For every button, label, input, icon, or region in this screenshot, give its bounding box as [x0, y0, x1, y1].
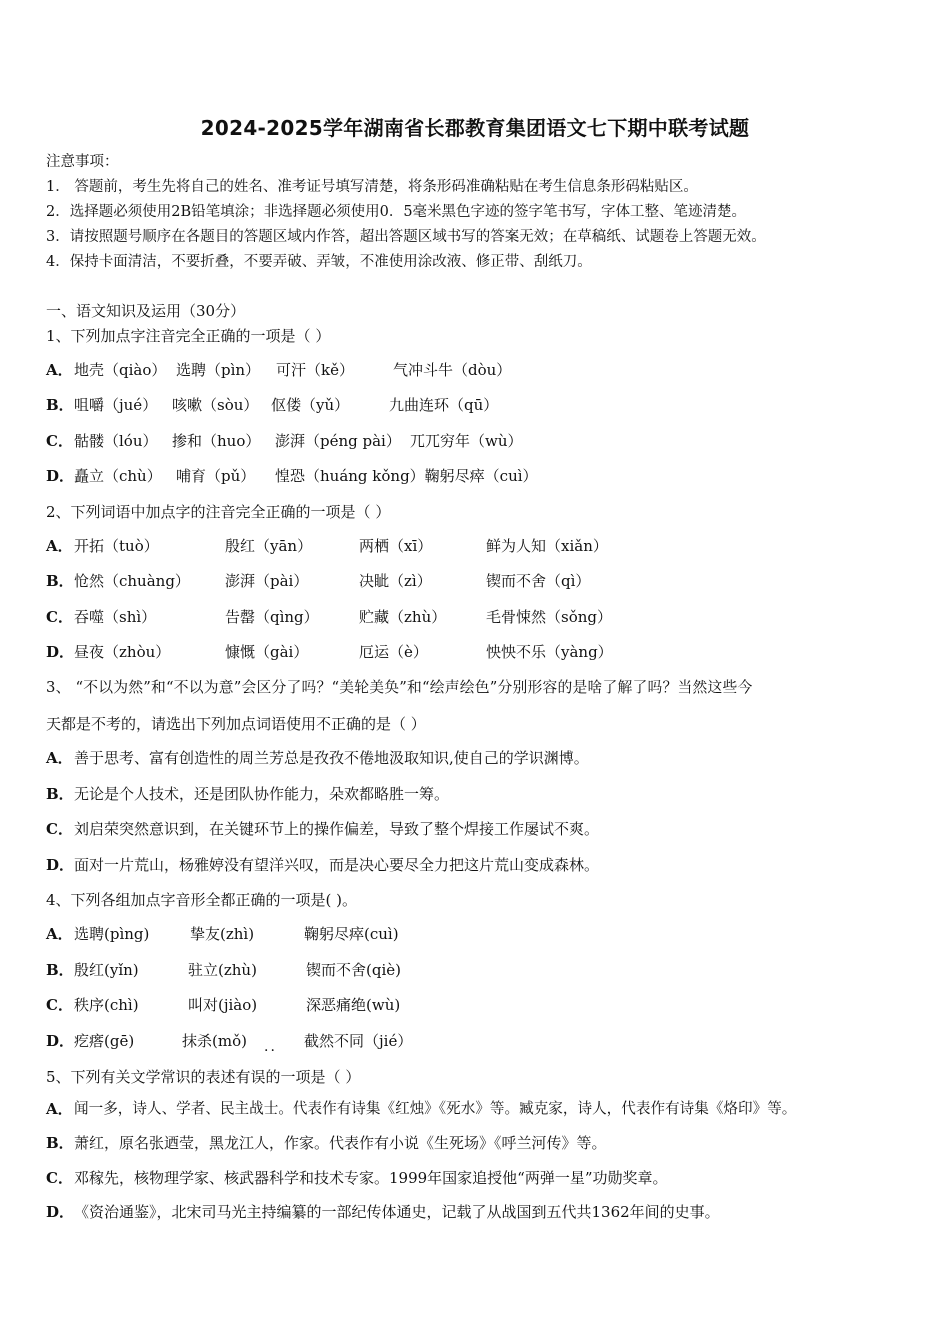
option-part: 鲜为人知（xiǎn） [486, 537, 608, 555]
option-part: 咀嚼（jué） [74, 396, 158, 414]
option-label: B． [46, 1134, 74, 1152]
option-part: 挚友(zhì) [190, 925, 255, 943]
option-text: 闻一多，诗人、学者、民主战士。代表作有诗集《红烛》《死水》等。臧克家，诗人，代表作有诗集《烙印》等。 [74, 1100, 797, 1117]
option-label: D． [46, 856, 75, 874]
option-label: C． [46, 432, 73, 450]
option-label: C． [46, 996, 73, 1014]
option-part: 澎湃（pài） [225, 572, 309, 590]
option-label: D． [46, 1032, 75, 1050]
option-part: 地壳（qiào） [74, 361, 167, 379]
option-label: B． [46, 961, 74, 979]
option-part: 毛骨悚然（sǒng） [486, 608, 612, 626]
notes-heading: 注意事项： [46, 154, 119, 170]
option-part: 锲而不舍（qì） [486, 572, 591, 590]
option-part: 殷红（yān） [225, 537, 313, 555]
option-part: 怏怏不乐（yàng） [486, 643, 613, 661]
option-label: A． [46, 537, 73, 555]
option-part: 咳嗽（sòu） [172, 396, 259, 414]
note-item: 1． 答题前，考生先将自己的姓名、准考证号填写清楚，将条形码准确粘贴在考生信息条形码粘贴区。 [46, 179, 698, 195]
option-part: 惶恐（huáng kǒng）鞠躬尽瘁（cuì） [275, 467, 538, 485]
option-part: 气冲斗牛（dòu） [393, 361, 512, 379]
q2-stem: 2、下列词语中加点字的注音完全正确的一项是（ ） [46, 503, 391, 521]
option-part: 九曲连环（qū） [389, 396, 499, 414]
q3-stem-line1: 3、 “不以为然”和“不以为意”会区分了吗？“美轮美奂”和“绘声绘色”分别形容的是啥了解了吗？当然这些今 [46, 679, 753, 696]
note-item: 4．保持卡面清洁，不要折叠，不要弄破、弄皱，不准使用涂改液、修正带、刮纸刀。 [46, 254, 592, 270]
option-part: 叫对(jiào) [188, 996, 258, 1014]
option-part: 吞噬（shì） [74, 608, 157, 626]
q1-stem: 1、下列加点字注音完全正确的一项是（ ） [46, 327, 331, 345]
exam-title: 2024-2025学年湖南省长郡教育集团语文七下期中联考试题 [200, 116, 750, 140]
note-item: 2．选择题必须使用2B铅笔填涂；非选择题必须使用0．5毫米黑色字迹的签字笔书写，字体工整、笔迹清楚。 [46, 204, 747, 220]
option-label: D． [46, 1203, 75, 1221]
option-part: 深恶痛绝(wù) [306, 996, 401, 1014]
option-part: 鞠躬尽瘁(cuì) [304, 925, 399, 943]
option-part: 选聘（pìn） [176, 361, 261, 379]
emphasis-dots: ·· [264, 1043, 277, 1059]
option-part: 矗立（chù） [74, 467, 162, 485]
option-part: 哺育（pǔ） [176, 467, 256, 485]
option-label: C． [46, 820, 73, 838]
option-text: 邓稼先，核物理学家、核武器科学和技术专家。1999年国家追授他“两弹一星”功勋奖章。 [74, 1169, 668, 1187]
option-label: A． [46, 1100, 73, 1118]
option-part: 截然不同（jié） [304, 1032, 413, 1050]
option-part: 决眦（zì） [359, 572, 432, 590]
option-part: 开拓（tuò） [74, 537, 159, 555]
option-text: 《资治通鉴》，北宋司马光主持编纂的一部纪传体通史，记载了从战国到五代共1362年间的史事。 [74, 1203, 720, 1221]
option-label: C． [46, 1169, 73, 1187]
option-part: 疙瘩(gē) [74, 1032, 135, 1050]
q3-stem-line2: 天都是不考的，请选出下列加点词语使用不正确的是（ ） [46, 715, 426, 733]
q4-stem: 4、下列各组加点字音形全都正确的一项是( )。 [46, 891, 358, 909]
option-part: 可汗（kě） [276, 361, 354, 379]
option-part: 骷髅（lóu） [74, 432, 158, 450]
option-label: D． [46, 643, 75, 661]
option-part: 掺和（huo） [172, 432, 261, 450]
q5-stem: 5、下列有关文学常识的表述有误的一项是（ ） [46, 1068, 361, 1086]
option-label: A． [46, 361, 73, 379]
option-part: 伛偻（yǔ） [271, 396, 350, 414]
option-part: 秩序(chì) [74, 996, 139, 1014]
option-part: 昼夜（zhòu） [74, 643, 171, 661]
option-part: 驻立(zhù) [188, 961, 257, 979]
option-part: 慷慨（gài） [225, 643, 309, 661]
option-label: B． [46, 785, 74, 803]
option-text: 刘启荣突然意识到，在关键环节上的操作偏差，导致了整个焊接工作屡试不爽。 [74, 820, 600, 838]
option-part: 选聘(pìng) [74, 925, 150, 943]
option-part: 锲而不舍(qiè) [306, 961, 401, 979]
option-part: 兀兀穷年（wù） [410, 432, 523, 450]
option-label: A． [46, 749, 73, 767]
option-label: C． [46, 608, 73, 626]
option-part: 抹杀(mǒ) [182, 1032, 247, 1050]
option-text: 无论是个人技术，还是团队协作能力，朵欢都略胜一筹。 [74, 785, 450, 803]
option-label: B． [46, 572, 74, 590]
option-part: 澎湃（péng pài） [275, 432, 401, 450]
option-label: D． [46, 467, 75, 485]
option-label: A． [46, 925, 73, 943]
note-item: 3．请按照题号顺序在各题目的答题区域内作答，超出答题区域书写的答案无效；在草稿纸、试题卷上答题无效。 [46, 229, 766, 245]
option-part: 怆然（chuàng） [74, 572, 190, 590]
option-part: 贮藏（zhù） [359, 608, 447, 626]
section-heading: 一、语文知识及运用（30分） [46, 302, 246, 320]
option-text: 善于思考、富有创造性的周兰芳总是孜孜不倦地汲取知识,使自己的学识渊博。 [74, 749, 589, 767]
option-part: 告罄（qìng） [225, 608, 319, 626]
option-part: 两栖（xī） [359, 537, 433, 555]
option-part: 殷红(yǐn) [74, 961, 139, 979]
option-text: 萧红，原名张迺莹，黑龙江人，作家。代表作有小说《生死场》《呼兰河传》等。 [74, 1134, 607, 1152]
option-part: 厄运（è） [359, 643, 428, 661]
option-label: B． [46, 396, 74, 414]
option-text: 面对一片荒山，杨雅婷没有望洋兴叹，而是决心要尽全力把这片荒山变成森林。 [74, 856, 600, 874]
